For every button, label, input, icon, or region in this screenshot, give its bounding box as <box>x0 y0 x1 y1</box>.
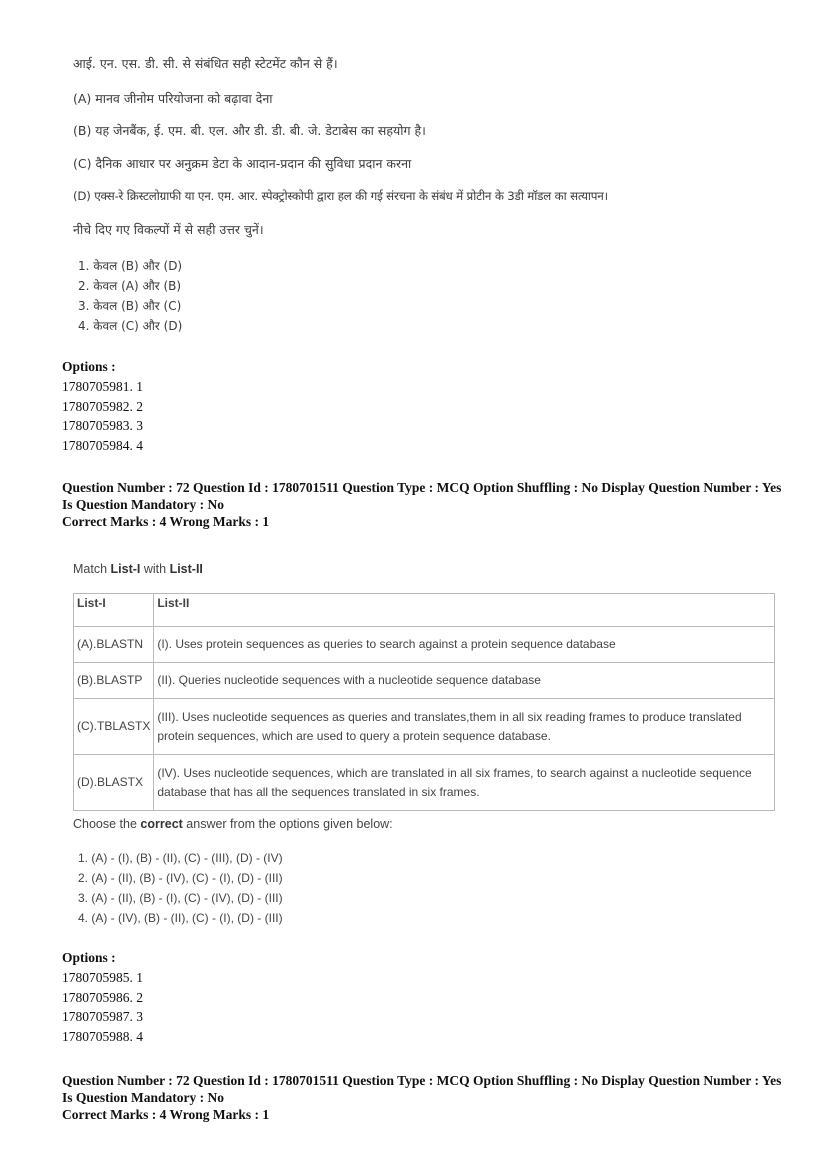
q72-choose-post: answer from the options given below: <box>182 817 393 831</box>
q72-intro <box>73 562 203 576</box>
q71-statement-c: (C) दैनिक आधार पर अनुक्रम डेटा के आदान-प्रदान की सुविधा प्रदान करना <box>73 156 412 171</box>
meta1-line-3: Correct Marks : 4 Wrong Marks : 1 <box>62 514 270 529</box>
row-d-right: (IV). Uses nucleotide sequences, which are translated in all six frames, to search against a nucleotide sequence database that has all the sequences translated in six frames. <box>154 755 775 811</box>
row-b-left: (B).BLASTP <box>74 663 154 699</box>
q72-choice-2: 2. (A) - (II), (B) - (IV), (C) - (I), (D) - (III) <box>78 871 283 885</box>
q71-statement-b: (B) यह जेनबैंक, ई. एम. बी. एल. और डी. डी. बी. जे. डेटाबेस का सहयोग है। <box>73 123 426 138</box>
q72-intro-match: Match <box>73 562 111 576</box>
q72-choice-4: 4. (A) - (IV), (B) - (II), (C) - (I), (D) - (III) <box>78 911 283 925</box>
row-b-right: (II). Queries nucleotide sequences with a nucleotide sequence database <box>154 663 775 699</box>
q72-choose-pre: Choose the <box>73 817 141 831</box>
meta1-line-2: Is Question Mandatory : No <box>62 497 225 512</box>
q72-choose-bold: correct <box>140 817 183 831</box>
q72-options-label: Options : <box>62 950 116 965</box>
table-row <box>74 627 775 663</box>
row-d-left: (D).BLASTX <box>74 755 154 811</box>
q71-stem: आई. एन. एस. डी. सी. से संबंधित सही स्टेटमेंट कौन से हैं। <box>73 56 338 71</box>
header-list-2: List-II <box>154 594 775 627</box>
q71-option-3: 1780705983. 3 <box>62 418 143 433</box>
table-row <box>74 663 775 699</box>
q71-choice-1: 1. केवल (B) और (D) <box>78 259 183 273</box>
q72-option-1: 1780705985. 1 <box>62 970 143 985</box>
row-c-right: (III). Uses nucleotide sequences as queries and translates,them in all six reading frames to produce translated protein sequences, which are used to query a protein sequence database. <box>154 699 775 755</box>
q72-option-4: 1780705988. 4 <box>62 1028 143 1044</box>
q71-choice-4: 4. केवल (C) और (D) <box>78 319 183 333</box>
q71-options-list <box>62 377 143 455</box>
q71-option-2: 1780705982. 2 <box>62 398 143 414</box>
q72-choose-instruction <box>73 817 393 831</box>
table-row <box>74 699 775 755</box>
q72-choice-list <box>78 848 283 928</box>
question-meta-2 <box>62 1072 781 1123</box>
q71-options-label: Options : <box>62 359 116 374</box>
meta2-line-3: Correct Marks : 4 Wrong Marks : 1 <box>62 1107 270 1122</box>
q71-statement-a: (A) मानव जीनोम परियोजना को बढ़ावा देना <box>73 91 273 106</box>
meta2-line-2: Is Question Mandatory : No <box>62 1090 225 1105</box>
q71-option-4: 1780705984. 4 <box>62 437 143 453</box>
q71-option-1: 1780705981. 1 <box>62 379 143 394</box>
meta2-line-1: Question Number : 72 Question Id : 1780701511 Question Type : MCQ Option Shuffling : No Display Question Number : Yes <box>62 1073 782 1088</box>
row-a-right: (I). Uses protein sequences as queries to search against a protein sequence database <box>154 627 775 663</box>
q72-intro-list1: List-I <box>110 562 141 576</box>
q72-intro-with: with <box>140 562 170 576</box>
question-meta-1 <box>62 479 781 530</box>
q71-choice-3: 3. केवल (B) और (C) <box>78 299 182 313</box>
header-list-1: List-I <box>74 594 154 627</box>
q71-choice-list <box>78 256 182 336</box>
meta1-line-1: Question Number : 72 Question Id : 1780701511 Question Type : MCQ Option Shuffling : No Display Question Number : Yes <box>62 480 782 495</box>
q72-option-2: 1780705986. 2 <box>62 989 143 1005</box>
table-row <box>74 755 775 811</box>
q72-option-3: 1780705987. 3 <box>62 1009 143 1024</box>
match-table <box>73 593 775 811</box>
q72-options-list <box>62 968 143 1046</box>
q72-intro-list2: List-II <box>169 562 203 576</box>
q72-choice-3: 3. (A) - (II), (B) - (I), (C) - (IV), (D) - (III) <box>78 891 283 905</box>
q72-choice-1: 1. (A) - (I), (B) - (II), (C) - (III), (D) - (IV) <box>78 851 283 865</box>
q71-choice-2: 2. केवल (A) और (B) <box>78 279 182 293</box>
row-a-left: (A).BLASTN <box>74 627 154 663</box>
q71-instruction: नीचे दिए गए विकल्पों में से सही उत्तर चुनें। <box>73 222 264 237</box>
q71-statement-d: (D) एक्स-रे क्रिस्टलोग्राफी या एन. एम. आर. स्पेक्ट्रोस्कोपी द्वारा हल की गई संरचना के संबंध में प्रोटीन के 3डी मॉडल का सत्यापन। <box>73 189 608 203</box>
row-c-left: (C).TBLASTX <box>74 699 154 755</box>
match-table-header <box>74 594 775 627</box>
